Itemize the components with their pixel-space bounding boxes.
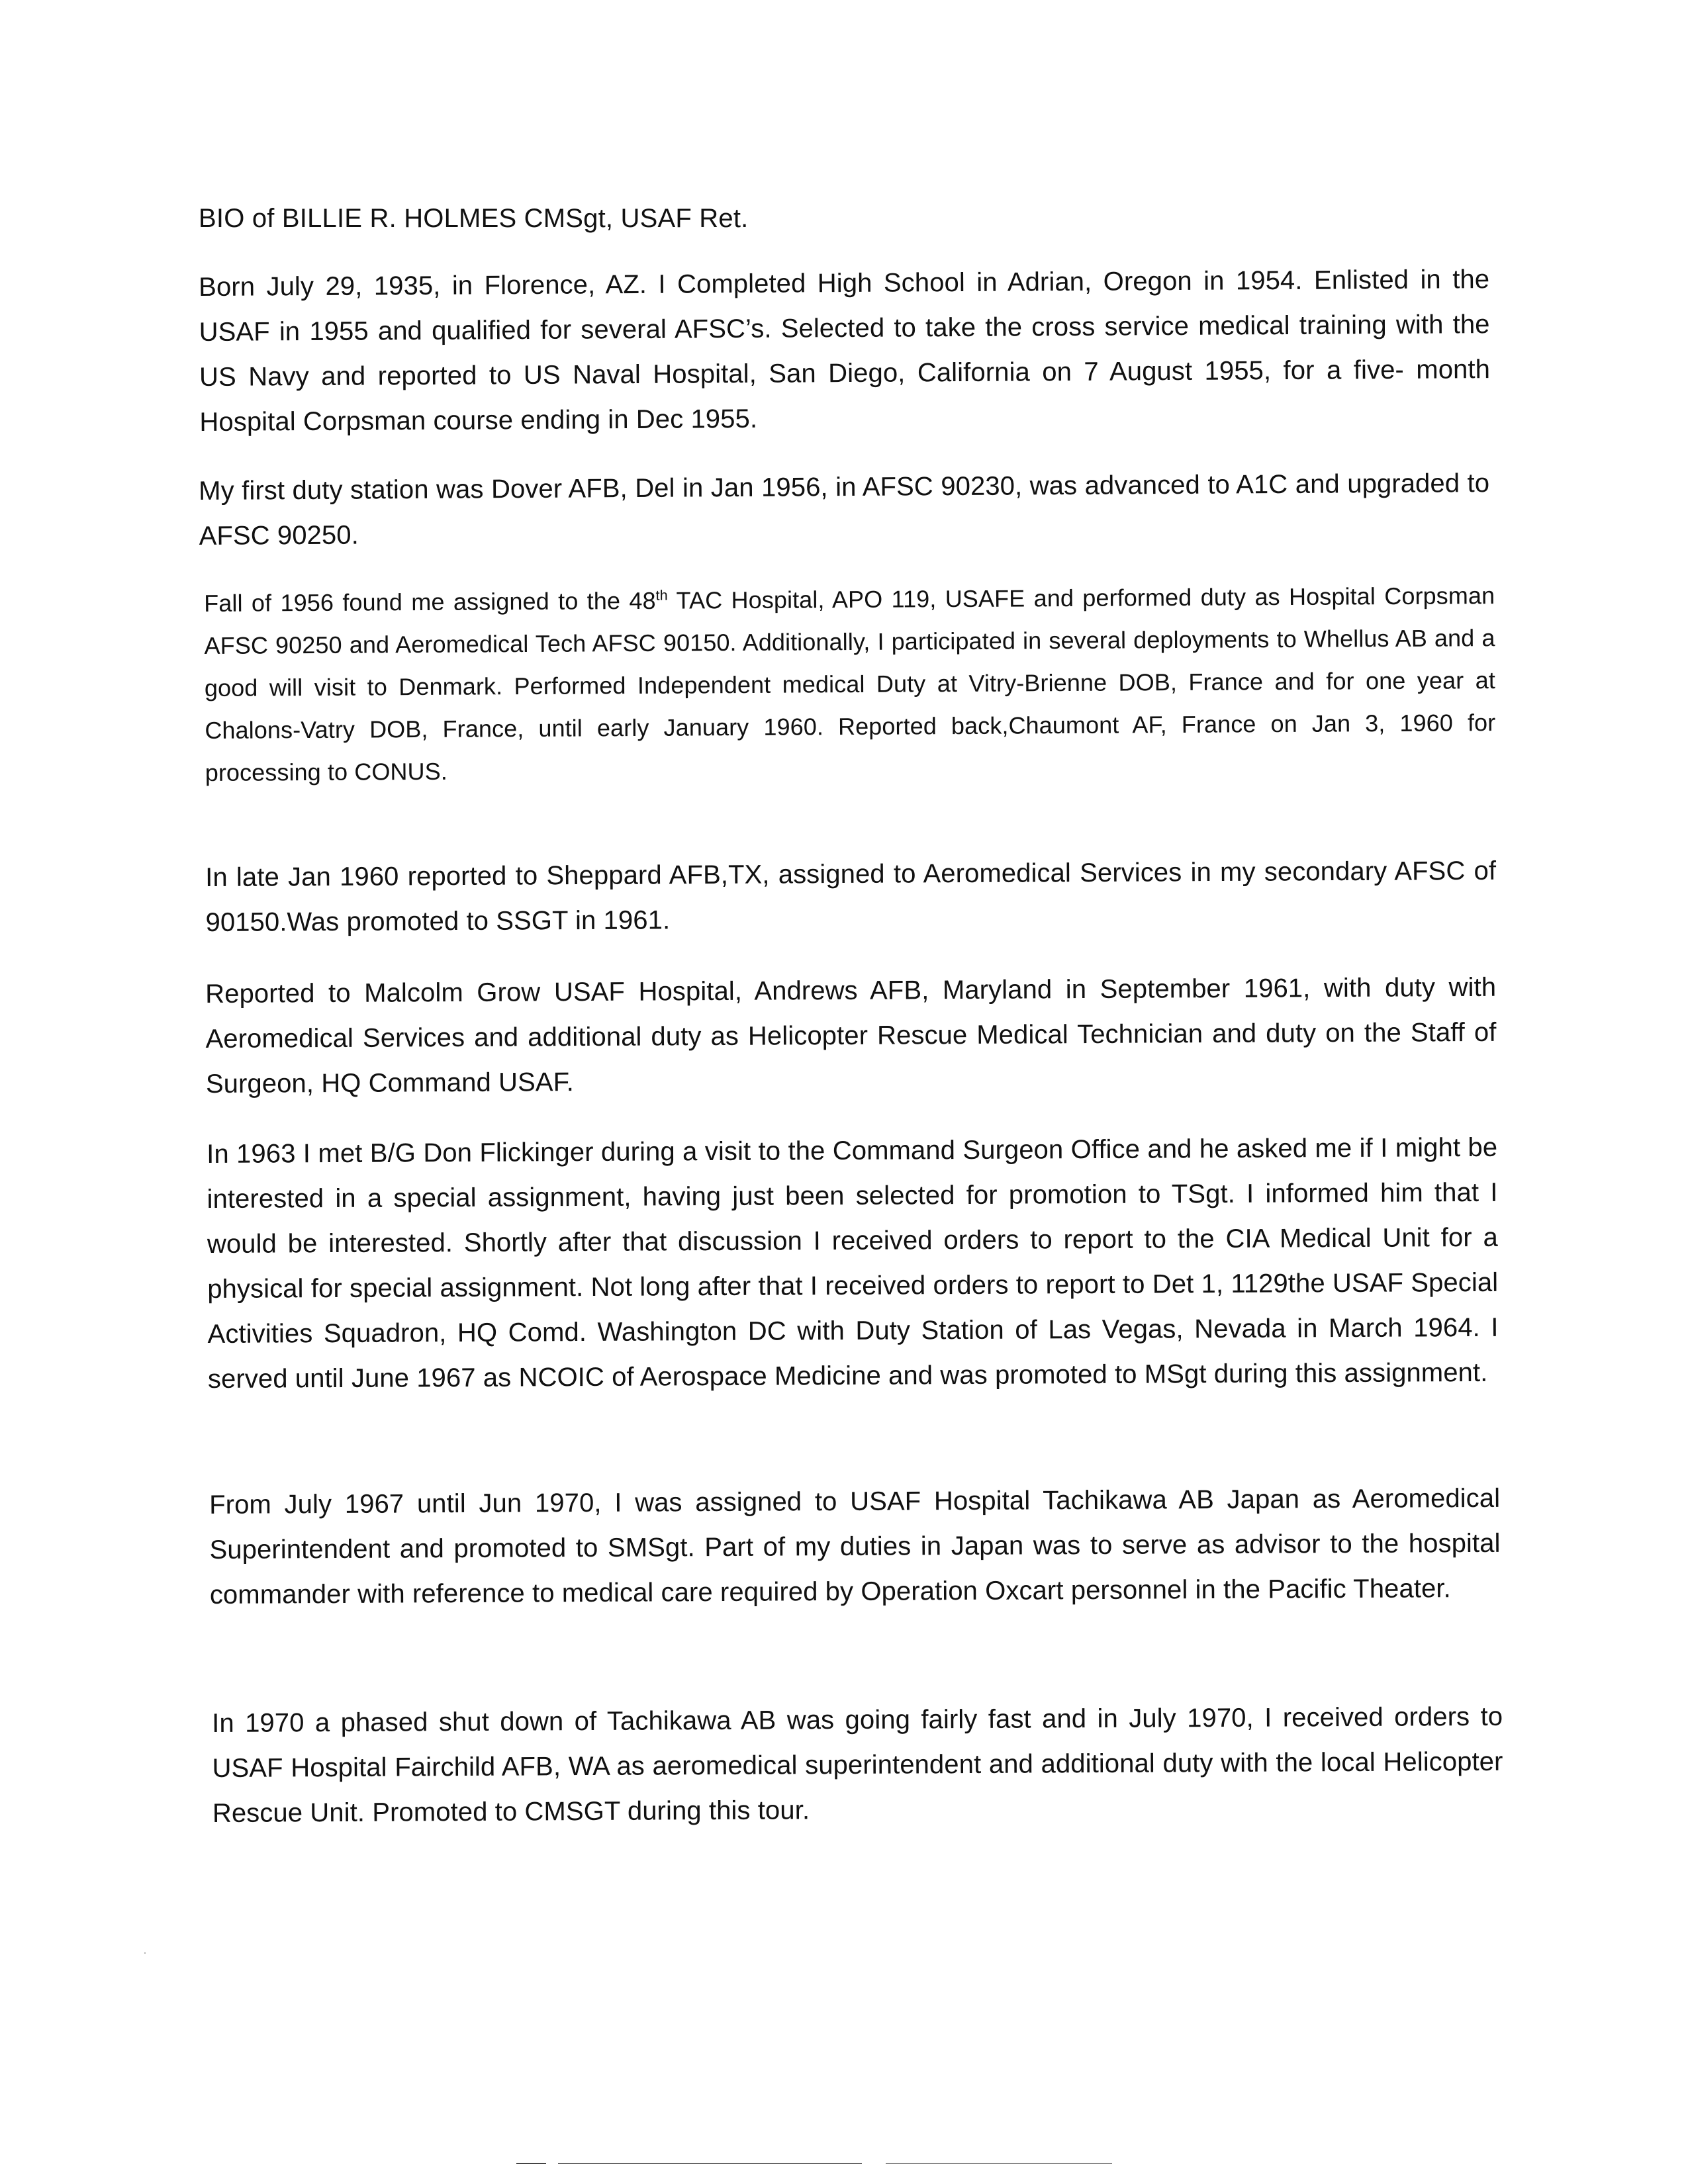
- paragraph-sheppard-afb: In late Jan 1960 reported to Sheppard AFB,TX, assigned to Aeromedical Services in my secondary AFSC of 90150.Was promoted to SSGT in 1961.: [205, 856, 1497, 937]
- paragraph-france-text-start: Fall of 1956 found me assigned to the 48: [204, 586, 656, 617]
- paragraph-france-assignment: [204, 574, 1496, 794]
- scan-speck: [144, 1952, 146, 1954]
- scan-artifact-line: [516, 2163, 1112, 2164]
- paragraph-france-text-end: TAC Hospital, APO 119, USAFE and performed duty as Hospital Corpsman AFSC 90250 and Aeromedical Tech AFSC 90150. Additionally, I participated in several deployments to Whellus AB and a good will visit to Denmark. Performed Independent medical Duty at Vitry-Brienne DOB, France and for one year at Chalons-Vatry DOB, France, until early January 1960. Reported back,Chaumont AF, France on Jan 3, 1960 for processing to CONUS.: [204, 582, 1496, 786]
- paragraph-andrews-afb: Reported to Malcolm Grow USAF Hospital, Andrews AFB, Maryland in September 1961, with duty with Aeromedical Services and additional duty as Helicopter Rescue Medical Technician and duty on the Staff of Surgeon, HQ Command USAF.: [205, 972, 1497, 1099]
- paragraph-special-assignment: In 1963 I met B/G Don Flickinger during a visit to the Command Surgeon Office and he asked me if I might be interested in a special assignment, having just been selected for promotion to TSgt. I informed him that I would be interested. Shortly after that discussion I received orders to report to the CIA Medical Unit for a physical for special assignment. Not long after that I received orders to report to Det 1, 1129the USAF Special Activities Squadron, HQ Comd. Washington DC with Duty Station of Las Vegas, Nevada in March 1964. I served until June 1967 as NCOIC of Aerospace Medicine and was promoted to MSgt during this assignment.: [207, 1132, 1499, 1394]
- paragraph-fairchild-afb: In 1970 a phased shut down of Tachikawa AB was going fairly fast and in July 1970, I received orders to USAF Hospital Fairchild AFB, WA as aeromedical superintendent and additional duty with the local Helicopter Rescue Unit. Promoted to CMSGT during this tour.: [212, 1702, 1503, 1828]
- paragraph-tachikawa: From July 1967 until Jun 1970, I was assigned to USAF Hospital Tachikawa AB Japan as Aeromedical Superintendent and promoted to SMSgt. Part of my duties in Japan was to serve as advisor to the hospital commander with reference to medical care required by Operation Oxcart personnel in the Pacific Theater.: [209, 1483, 1501, 1610]
- paragraph-early-life: Born July 29, 1935, in Florence, AZ. I Completed High School in Adrian, Oregon in 1954. Enlisted in the USAF in 1955 and qualified for several AFSC’s. Selected to take the cross service medical training with the US Navy and reported to US Naval Hospital, San Diego, California on 7 August 1955, for a five- month Hospital Corpsman course ending in Dec 1955.: [199, 265, 1491, 437]
- document-title: BIO of BILLIE R. HOLMES CMSgt, USAF Ret.: [199, 204, 749, 233]
- ordinal-superscript: th: [655, 586, 668, 604]
- paragraph-dover-afb: My first duty station was Dover AFB, Del in Jan 1956, in AFSC 90230, was advanced to A1C and upgraded to AFSC 90250.: [199, 469, 1490, 551]
